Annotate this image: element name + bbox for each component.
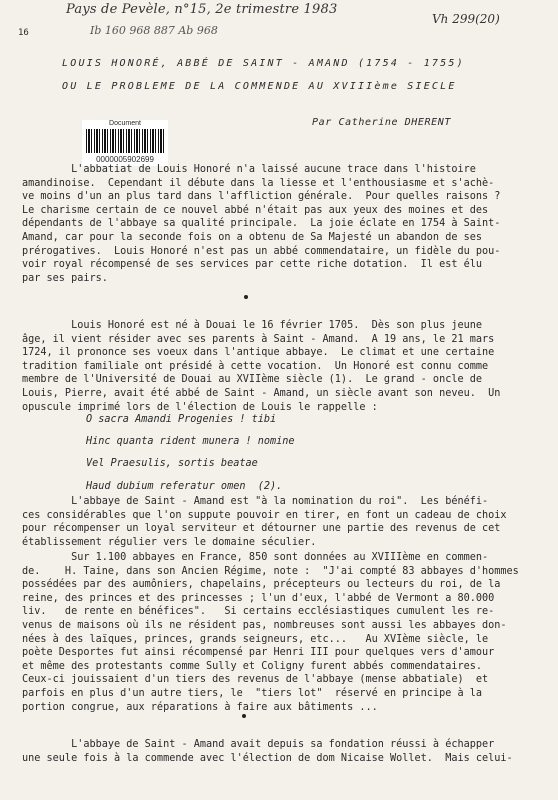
paragraph-1: L'abbatiat de Louis Honoré n'a laissé aucune trace dans l'histoire amandinoise. Cependant il débute dans la liesse et l'enthousiasme et s'achè- ve moins d'un an plus tard dans l'affliction générale. Pour quelles raisons ? Le charisme certain de ce nouvel abbé n'était pas aux yeux des moines et des dépendants de l'abbaye sa qualité principale. La joie éclate en 1754 à Saint- Amand, car pour la seconde fois on a obtenu de Sa Majesté un abandon de ses prérogatives. Louis Honoré n'est pas un abbé commendataire, un fidèle du pou- voir royal récompensé de ses services par cette riche dotation. Il est élu par ses pairs.: [22, 164, 501, 284]
paragraph-5: L'abbaye de Saint - Amand avait depuis sa fondation réussi à échapper une seule fois à la commende avec l'élection de dom Nicaise Wollet. Mais celui-: [22, 739, 513, 764]
paragraph-3: L'abbaye de Saint - Amand est "à la nomination du roi". Les bénéfi- ces considérables que l'on suppute pouvoir en tirer, en font un cadeau de choix pour récompenser un loyal serviteur et détourner une partie des revenus de cet établissement régulier vers le domaine séculier.: [22, 496, 507, 548]
folio-mark: 16: [18, 28, 29, 38]
article-title-line-1: LOUIS HONORÉ, ABBÉ DE SAINT - AMAND (1754 - 1755): [62, 58, 465, 69]
barcode-icon: [86, 129, 164, 153]
section-separator-dot: [242, 714, 246, 718]
document-barcode-label: [82, 120, 168, 166]
article-author: Par Catherine DHERENT: [312, 117, 452, 128]
latin-verse-3: Vel Praesulis, sortis beatae: [86, 458, 258, 469]
paragraph-4: Sur 1.100 abbayes en France, 850 sont données au XVIIIème en commen- de. H. Taine, dans son Ancien Régime, note : "J'ai compté 83 abbayes d'hommes possédées par des aumôniers, chapelains, précepteurs ou lecteurs du roi, de la reine, des princes et des princesses ; l'un d'eux, l'abbé de Vermont a 80.000 liv. de rente en bénéfices". Si certains ecclésiastiques cumulent les re- venus de maisons où ils ne résident pas, nombreuses sont aussi les abbayes don- nées à des laïques, princes, grands seigneurs, etc... Au XVIème siècle, le poète Desportes fut ainsi récompensé par Henri III pour quelques vers d'amour et même des protestants comme Sully et Coligny furent abbés commendataires. Ceux-ci jouissaient d'un tiers des revenus de l'abbaye (mense abbatiale) et parfois en plus d'un autre tiers, le "tiers lot" réservé en principe à la portion congrue, aux réparations à faire aux bâtiments ...: [22, 552, 519, 713]
article-title-line-2: OU LE PROBLEME DE LA COMMENDE AU XVIIIème SIECLE: [62, 81, 457, 92]
reference-code: Vh 299(20): [432, 12, 500, 26]
paragraph-2: Louis Honoré est né à Douai le 16 février 1705. Dès son plus jeune âge, il vient résider avec ses parents à Saint - Amand. A 19 ans, le 21 mars 1724, il prononce ses voeux dans l'antique abbaye. Le climat et une certaine tradition familiale ont présidé à cette vocation. Un Honoré est connu comme membre de l'Université de Douai au XVIIème siècle (1). Le grand - oncle de Louis, Pierre, avait été abbé de Saint - Amand, un siècle avant son neveu. Un opuscule imprimé lors de l'élection de Louis le rappelle :: [22, 320, 501, 413]
section-separator-dot: [244, 295, 248, 299]
latin-verse-4: Haud dubium referatur omen (2).: [86, 481, 283, 492]
label-title: Document: [109, 120, 141, 127]
handwritten-header: Pays de Pevèle, n°15, 2e trimestre 1983: [66, 2, 338, 17]
label-number: 0000005902699: [96, 155, 154, 164]
latin-verse-2: Hinc quanta rident munera ! nomine: [86, 436, 295, 447]
catalog-stamp: Ib 160 968 887 Ab 968: [90, 24, 218, 37]
latin-verse-1: O sacra Amandi Progenies ! tibi: [86, 414, 277, 425]
